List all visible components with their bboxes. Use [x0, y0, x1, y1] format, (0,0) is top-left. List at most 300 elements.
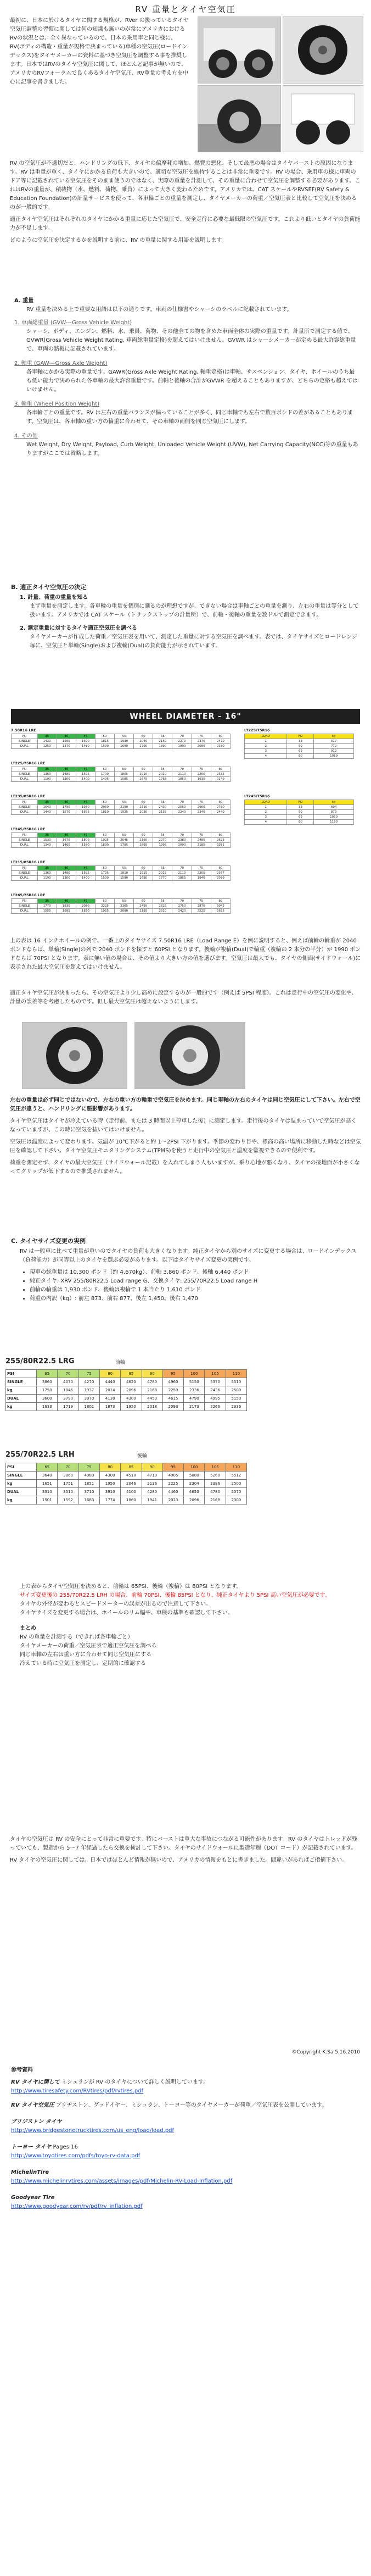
reference-item	[11, 2118, 362, 2135]
table-cell: 2045	[115, 838, 134, 843]
reference-text: ミシュランが RV のタイヤについて詳しく説明しています。	[61, 2079, 209, 2085]
table-cell: 2093	[162, 1403, 183, 1411]
note-item: 上の表からタイヤ空気圧を決めると、前輪は 65PSI、後輪（複輪）は 80PSI となります。	[20, 1584, 242, 1590]
table-cell: 45	[76, 767, 95, 772]
tire-photo-icon	[198, 17, 280, 83]
table-cell: 2635	[211, 909, 230, 914]
table-cell: 1805	[115, 772, 134, 777]
table-cell: kg	[6, 1496, 37, 1504]
table-cell: 3970	[78, 1395, 99, 1403]
table-cell: 2150	[153, 739, 172, 744]
table-row	[245, 800, 354, 805]
table-cell: 1855	[172, 876, 192, 881]
table-cell: PSI	[6, 1370, 37, 1378]
tire-photo-icon	[283, 86, 363, 152]
table-cell: 1360	[37, 871, 57, 876]
definition-title: 1. 車両総重量 (GVW---Gross Vehicle Weight)	[14, 320, 132, 326]
table-cell: 4960	[162, 1378, 183, 1386]
table-cell: 70	[172, 767, 192, 772]
table-cell: 80	[211, 866, 230, 871]
table-cell: 1690	[95, 843, 114, 848]
table-cell: 2160	[134, 838, 153, 843]
table-cell: 1680	[134, 876, 153, 881]
paragraph-7-text: 空気圧は温度によって変わります。気温が 10℃下がると約 1〜2PSI 下がります。季節の変わり目や、標高の高い場所に移動した時などは空気圧を確認して下さい。タイヤ空気圧モニタリングシステム(TPMS)を使うと走行中の空気圧と温度を監視できるので便利です。	[10, 1139, 361, 1154]
table-cell: 2270	[153, 838, 172, 843]
table-cell: 80	[211, 734, 230, 739]
load-range-table-title: 255/70R22.5 LRH	[5, 1451, 75, 1459]
table-cell: 1940	[192, 876, 211, 881]
table-row	[6, 1386, 247, 1395]
wheel-load-table	[11, 898, 231, 914]
paragraph-6-text: タイヤ空気圧はタイヤが冷えている時（走行前、または 3 時間以上停車した後）に測定します。走行後のタイヤは温まっていて空気圧が高くなっていますが、この時に空気を抜いてはいけません。	[10, 1118, 357, 1133]
table-cell: 80	[211, 800, 230, 805]
table-cell: 40	[57, 800, 76, 805]
table-cell: 3910	[100, 1488, 121, 1496]
table-cell: 1300	[57, 876, 76, 881]
table-cell: 1	[245, 805, 287, 810]
section-b-heading: B. 適正タイヤ空気圧の決定	[11, 584, 87, 591]
table-cell: 3640	[37, 1472, 58, 1480]
reference-item	[11, 2168, 362, 2186]
table-cell: 90	[142, 1370, 162, 1378]
subsection-heading: 2. 測定重量に対するタイヤ適正空気圧を調べる	[20, 625, 138, 631]
reference-link[interactable]: http://www.michelinrvtires.com/assets/images/pdf/Michelin-RV-Load-Inflation.pdf	[11, 2178, 233, 2184]
table-cell: 2190	[115, 805, 134, 810]
table-cell: 2380	[172, 838, 192, 843]
table-cell: 2500	[226, 1386, 246, 1395]
load-range-table	[5, 1369, 247, 1411]
table-cell: SINGLE	[12, 772, 38, 777]
table-cell: 35	[37, 767, 57, 772]
table-cell: 65	[153, 833, 172, 838]
table-cell: 4	[245, 754, 287, 759]
table-cell: 4270	[78, 1378, 99, 1386]
table-cell: 2096	[184, 1496, 205, 1504]
reference-text: ブリヂストン、グッドイヤー、ミシュラン、トーヨー等のタイヤメーカーが荷重／空気圧表を公開しています。	[55, 2102, 328, 2108]
table-cell: 1683	[78, 1496, 99, 1504]
wheel-load-table	[11, 734, 231, 749]
table-cell: kg	[314, 734, 354, 739]
table-cell: 1873	[100, 1403, 121, 1411]
table-cell: 4300	[100, 1472, 121, 1480]
table-cell: DUAL	[12, 876, 38, 881]
definition-body: シャーシ、ボディ、エンジン、燃料、水、乗員、荷物、その他全ての物を含めた車両全体の実際の重量です。計量所で測定する値で、GVWR(Gross Vehicle Weight Rating, 車両総重量定格)を超えてはいけません。GVWR はシャーシメーカーが定める最大許容総重量で、車両の銘板に記載されています。	[26, 329, 356, 352]
table-cell: 1190	[37, 777, 57, 782]
paragraph-4-text: 適正タイヤ空気圧が決まったら、その空気圧より少し高めに設定するのが一般的です（例えば 5PSI 程度）。これは走行中の空気圧の変化や、計量の誤差等を考慮したものです。但し最大空気圧は超えないようにします。	[10, 990, 357, 1005]
table-cell: 1690	[76, 739, 95, 744]
table-cell: 1059	[314, 754, 354, 759]
table-cell: 1751	[58, 1480, 78, 1488]
axle-marker-label: 前輪	[115, 1360, 126, 1365]
table-cell: 50	[95, 734, 114, 739]
table-cell: 2250	[162, 1386, 183, 1395]
table-cell: 2381	[211, 843, 230, 848]
table-cell: 5150	[226, 1395, 246, 1403]
table-cell: 1950	[121, 1403, 142, 1411]
definition-title: 4. その他	[14, 433, 38, 439]
summary-item: 同じ車軸の左右は重い方に合わせて同じ空気圧にする	[20, 1652, 151, 1658]
reference-brand: ブリジストン タイヤ	[11, 2119, 62, 2125]
table-cell: 4790	[184, 1395, 205, 1403]
table-cell: SINGLE	[6, 1472, 37, 1480]
table-cell: 65	[153, 734, 172, 739]
table-cell: 1941	[142, 1496, 162, 1504]
table-cell: 2225	[162, 1480, 183, 1488]
table-cell: 50	[95, 800, 114, 805]
table-cell: 70	[172, 734, 192, 739]
wheel-load-table	[11, 767, 231, 782]
table-cell: 2440	[211, 810, 230, 815]
table-cell: 75	[192, 800, 211, 805]
table-cell: PSI	[12, 734, 38, 739]
definition-body: 各車軸にかかる実際の重量です。GAWR(Gross Axle Weight Rating, 軸重定格)は車軸、サスペンション、タイヤ、ホイールのうち最も低い能力で決められた各車軸の最大許容重量です。前軸と後軸の合計がGVWR を超えることもありますが、どちらの定格も超えてはいけません。	[26, 369, 358, 393]
table-cell: 1846	[58, 1386, 78, 1395]
table-cell: 2470	[211, 739, 230, 744]
definition-item	[14, 400, 360, 426]
example-item: • 荷重の内訳（kg）: 前左 873、前右 877、後左 1,450、後右 1,470	[30, 1295, 360, 1303]
paragraph-1	[10, 159, 361, 248]
table-cell: 2300	[226, 1496, 246, 1504]
table-cell: DUAL	[12, 777, 38, 782]
table-cell: 35	[37, 800, 57, 805]
table-cell: 1360	[37, 772, 57, 777]
table-cell: 2090	[172, 843, 192, 848]
table-cell: 1955	[95, 909, 114, 914]
table-cell: 55	[115, 866, 134, 871]
table-cell: 1815	[95, 739, 114, 744]
table-cell: 2310	[153, 909, 172, 914]
table-row	[245, 815, 354, 820]
table-cell: 2110	[172, 772, 192, 777]
table-cell: 1995	[153, 843, 172, 848]
subsection-heading: 1. 計量、荷重の重量を知る	[20, 595, 88, 601]
reference-item	[11, 2143, 362, 2161]
table-cell: 80	[100, 1370, 121, 1378]
wheel-load-table	[11, 800, 231, 815]
table-row	[12, 871, 231, 876]
table-cell: 2136	[142, 1480, 162, 1488]
table-row	[245, 734, 354, 739]
table-cell: 2335	[211, 772, 230, 777]
paragraph-1-text: RV の空気圧が不適切だと、ハンドリングの低下、タイヤの偏摩耗の増加、燃費の悪化、そして最悪の場合はタイヤバーストの原因になります。RV は重量が重く、タイヤにかかる負荷も大きいので、適切な空気圧を維持することは非常に重要です。RV の場合、乗用車の様に車両のドア等に記載されている空気圧をそのまま使うのではなく、実際の重量を計測して、その重量に合わせて空気圧を調整する必要があります。これはRVの重量が、積載物（水、燃料、荷物、乗員）によって大きく変わるためです。アメリカでは、CAT スケールやRVSEF(RV Safety & Education Foundation)の計量サービスを使って、各車輪ごとの重量を測定し、タイヤメーカーの荷重／空気圧表と比較して空気圧を決めるのが一般的です。	[10, 160, 361, 210]
table-cell: 65	[153, 866, 172, 871]
table-cell: 1695	[76, 810, 95, 815]
table-cell: 2304	[184, 1480, 205, 1488]
table-row	[245, 744, 354, 749]
table-cell: 2870	[192, 904, 211, 909]
table-cell: 5512	[226, 1472, 246, 1480]
copyright: ©Copyright K.Sa 5.16.2010	[291, 2050, 360, 2055]
table-cell: 5510	[226, 1378, 246, 1386]
table-cell: 4995	[205, 1395, 226, 1403]
table-cell: 1465	[57, 843, 76, 848]
table-cell: 85	[121, 1463, 142, 1472]
load-range-table	[5, 1463, 247, 1504]
table-cell: SINGLE	[12, 805, 38, 810]
table-cell: 4440	[100, 1378, 121, 1386]
table-cell: 2014	[100, 1386, 121, 1395]
table-cell: PSI	[12, 800, 38, 805]
table-cell: 50	[287, 810, 314, 815]
table-cell: 2430	[153, 805, 172, 810]
table-cell: 1555	[37, 909, 57, 914]
table-cell: 45	[76, 833, 95, 838]
table-cell: 2660	[192, 805, 211, 810]
table-cell: PSI	[12, 767, 38, 772]
table-cell: 4460	[162, 1488, 183, 1496]
table-row	[12, 805, 231, 810]
table-cell: 70	[172, 899, 192, 904]
table-cell: 2750	[172, 904, 192, 909]
section-c-body	[20, 1247, 360, 1303]
table-cell: 2040	[134, 739, 153, 744]
table-cell: 1765	[153, 777, 172, 782]
table-cell: PSI	[6, 1463, 37, 1472]
table-cell: 1440	[37, 810, 57, 815]
definition-body: Wet Weight, Dry Weight, Payload, Curb Weight, Unloaded Vehicle Weight (UVW), Net Carrying Capacity(NCC)等の重量もありますがここでは省略します。	[26, 442, 358, 457]
table-cell: 912	[314, 749, 354, 754]
table-cell: 50	[95, 866, 114, 871]
table-row	[12, 904, 231, 909]
table-cell: 1633	[37, 1403, 58, 1411]
table-cell: 1250	[37, 744, 57, 749]
wheel-table-title: LT265/75R16 LRE	[11, 893, 46, 897]
table-cell: SINGLE	[6, 1378, 37, 1386]
table-cell: 2195	[134, 909, 153, 914]
table-cell: 45	[76, 899, 95, 904]
table-cell: 1030	[314, 815, 354, 820]
paragraph-5	[10, 1096, 361, 1180]
table-cell: 2080	[115, 909, 134, 914]
table-cell: 1400	[76, 777, 95, 782]
table-cell: 2030	[134, 810, 153, 815]
table-cell: kg	[314, 800, 354, 805]
table-cell: 2370	[192, 739, 211, 744]
table-cell: 45	[76, 866, 95, 871]
table-cell: 2149	[211, 777, 230, 782]
table-cell: 694	[314, 805, 354, 810]
table-cell: 2046	[121, 1480, 142, 1488]
table-row	[12, 744, 231, 749]
table-cell: 4620	[121, 1378, 142, 1386]
table-cell: 4450	[142, 1395, 162, 1403]
table-row	[6, 1403, 247, 1411]
reference-brand: MichelinTire	[11, 2169, 49, 2175]
table-cell: 80	[100, 1463, 121, 1472]
table-cell: 2205	[192, 871, 211, 876]
definitions-heading: A. 重量	[14, 298, 34, 304]
table-cell: 2495	[134, 904, 153, 909]
table-cell: 1950	[100, 1480, 121, 1488]
table-cell: DUAL	[6, 1395, 37, 1403]
table-cell: 617	[314, 739, 354, 744]
table-cell: 1700	[95, 772, 114, 777]
summary-item: タイヤメーカーの荷重／空気圧表で適正空気圧を調べる	[20, 1643, 157, 1649]
table-cell: 2625	[153, 904, 172, 909]
table-cell: 1190	[37, 876, 57, 881]
wheel-photo-icon	[23, 1023, 127, 1089]
notes-section	[20, 1583, 355, 1668]
table-cell: 1675	[134, 777, 153, 782]
table-cell: 2270	[172, 739, 192, 744]
table-cell: 3860	[58, 1472, 78, 1480]
table-cell: 85	[121, 1370, 142, 1378]
table-cell: 1937	[78, 1386, 99, 1395]
reference-item	[11, 2078, 362, 2096]
table-cell: 1501	[37, 1496, 58, 1504]
table-cell: 1590	[95, 744, 114, 749]
table-cell: 3510	[58, 1488, 78, 1496]
table-cell: 1651	[37, 1480, 58, 1488]
table-cell: 1595	[76, 772, 95, 777]
table-cell: 60	[134, 734, 153, 739]
table-cell: 2015	[153, 871, 172, 876]
table-cell: 1915	[134, 871, 153, 876]
table-cell: 2500	[226, 1480, 246, 1488]
table-cell: 1930	[115, 739, 134, 744]
table-cell: 2096	[121, 1386, 142, 1395]
photo-rv-tire-4	[283, 85, 363, 152]
side-table-title: LT245/75R16	[244, 794, 270, 798]
axle-marker-label: 後輪	[137, 1453, 148, 1459]
table-cell: 65	[287, 815, 314, 820]
table-cell: 1480	[57, 871, 76, 876]
table-cell: 2336	[226, 1403, 246, 1411]
table-cell: 2623	[211, 838, 230, 843]
table-cell: 60	[134, 899, 153, 904]
table-cell: 1851	[78, 1480, 99, 1488]
table-cell: 105	[205, 1370, 226, 1378]
table-cell: LOAD	[245, 800, 287, 805]
table-cell: 1640	[37, 805, 57, 810]
table-cell: 65	[287, 749, 314, 754]
table-cell: 2168	[205, 1496, 226, 1504]
table-cell: 5370	[205, 1378, 226, 1386]
table-cell: 1930	[57, 904, 76, 909]
subsection-body: タイヤメーカーが作成した荷重／空気圧表を用いて、測定した重量に対する空気圧を調べます。表では、タイヤサイズとロードレンジ毎に、空気圧と単輪(Single)および複輪(Dual)の負荷能力が示されています。	[30, 634, 357, 649]
reference-link[interactable]: http://www.goodyear.com/rv/pdf/rv_inflation.pdf	[11, 2203, 143, 2209]
table-cell: 65	[37, 1463, 58, 1472]
table-cell: 2266	[205, 1403, 226, 1411]
table-cell: 1695	[57, 909, 76, 914]
table-cell: DUAL	[12, 843, 38, 848]
table-row	[245, 805, 354, 810]
table-cell: 2173	[184, 1403, 205, 1411]
table-cell: 60	[134, 833, 153, 838]
table-cell: 1850	[172, 777, 192, 782]
table-cell: 100	[184, 1463, 205, 1472]
table-cell: 95	[162, 1463, 183, 1472]
table-cell: 90	[142, 1463, 162, 1472]
table-cell: 2780	[211, 805, 230, 810]
table-cell: 2200	[192, 772, 211, 777]
table-row	[245, 754, 354, 759]
reference-link[interactable]: http://www.tiresafety.com/RVtires/pdf/rvtires.pdf	[11, 2088, 144, 2094]
table-cell: DUAL	[12, 744, 38, 749]
table-cell: 3	[245, 749, 287, 754]
table-cell: PSI	[287, 800, 314, 805]
table-cell: 60	[134, 767, 153, 772]
tire-photo-icon	[198, 86, 280, 152]
table-row	[6, 1472, 247, 1480]
table-cell: 1800	[76, 838, 95, 843]
table-cell: SINGLE	[12, 904, 38, 909]
table-row	[12, 909, 231, 914]
table-row	[245, 820, 354, 825]
table-cell: 1500	[95, 876, 114, 881]
side-load-table	[244, 734, 354, 759]
table-cell: 3860	[37, 1378, 58, 1386]
table-row	[12, 838, 231, 843]
table-cell: 50	[95, 833, 114, 838]
table-row	[12, 739, 231, 744]
photo-rv-tire-1	[198, 16, 281, 84]
table-cell: 55	[115, 767, 134, 772]
reference-link[interactable]: http://www.toyotires.com/pdfs/toyo-rv-data.pdf	[11, 2153, 140, 2159]
table-cell: 1190	[314, 820, 354, 825]
definition-title: 2. 軸重 (GAW---Gross Axle Weight)	[14, 360, 108, 367]
table-cell: 1790	[134, 744, 153, 749]
table-cell: 95	[162, 1370, 183, 1378]
table-cell: 80	[287, 754, 314, 759]
table-cell: 1750	[37, 1386, 58, 1395]
table-cell: kg	[6, 1403, 37, 1411]
table-cell: 1565	[57, 739, 76, 744]
table-cell: LOAD	[245, 734, 287, 739]
table-cell: 50	[95, 899, 114, 904]
table-cell: 5150	[184, 1378, 205, 1386]
table-cell: 1770	[153, 876, 172, 881]
table-cell: 35	[287, 739, 314, 744]
subsection-body: まず重量を測定します。各車輪の重量を個別に測るのが理想ですが、できない場合は車軸ごとの重量を測り、左右の重量は等分として扱います。アメリカでは CAT スケール（トラックストップの計量所）で、前軸・後軸の重量を数ドルで測定できます。	[30, 603, 359, 618]
table-row	[12, 833, 231, 838]
table-cell: 2018	[142, 1403, 162, 1411]
table-cell: 1801	[78, 1403, 99, 1411]
section-c-text: RV は一般車に比べて重量が重いのでタイヤの負荷も大きくなります。純正タイヤから別のサイズに変更する場合は、ロードインデックス（負荷能力）が同等以上のタイヤを選ぶ必要があります。以下はタイヤサイズ変更の実例です。	[20, 1248, 357, 1263]
table-cell: 1990	[172, 744, 192, 749]
definition-item	[14, 432, 360, 458]
note-item: タイヤの外径が変わるとスピードメーターの誤差が出るので注意して下さい。	[20, 1601, 212, 1607]
table-cell: 65	[153, 800, 172, 805]
definitions-section	[14, 297, 360, 464]
table-cell: 60	[134, 800, 153, 805]
table-cell: 1774	[100, 1496, 121, 1504]
table-cell: SINGLE	[12, 838, 38, 843]
example-item: • 前輪の輪重は 1,930 ポンド、後輪は複輪で 1 本当たり 1,610 ポンド	[30, 1286, 360, 1295]
table-cell: 1430	[37, 739, 57, 744]
paragraph-3-text: どのように空気圧を決定するかを説明する前に、RV の重量に関する用語を説明します。	[10, 237, 227, 243]
reference-link[interactable]: http://www.bridgestonetrucktires.com/us_eng/load/load.pdf	[11, 2128, 175, 2134]
table-cell: 40	[57, 899, 76, 904]
table-cell: 2340	[192, 810, 211, 815]
table-row	[12, 866, 231, 871]
table-row	[12, 734, 231, 739]
table-cell: 2060	[95, 805, 114, 810]
table-cell: 75	[192, 833, 211, 838]
example-item: • 現車の総重量は 10,300 ポンド（約 4,670kg）、前軸 3,860 ポンド、後軸 6,440 ポンド	[30, 1268, 360, 1277]
table-cell: 50	[287, 744, 314, 749]
definitions-intro: RV 重量を決める上で重要な用語は以下の通りです。車両の仕様書やシャーシのラベルに記載されています。	[26, 307, 293, 313]
wheel-load-table	[11, 865, 231, 881]
wheel-table-title: 7.50R16 LRE	[11, 728, 36, 732]
definition-item	[14, 359, 360, 395]
reference-brand: トーヨー タイヤ	[11, 2144, 52, 2150]
reference-item	[11, 2101, 362, 2110]
table-cell: 2436	[205, 1386, 226, 1395]
table-row	[6, 1480, 247, 1488]
table-row	[245, 739, 354, 744]
wheel-table-title: LT225/75R16 LRE	[11, 761, 46, 765]
